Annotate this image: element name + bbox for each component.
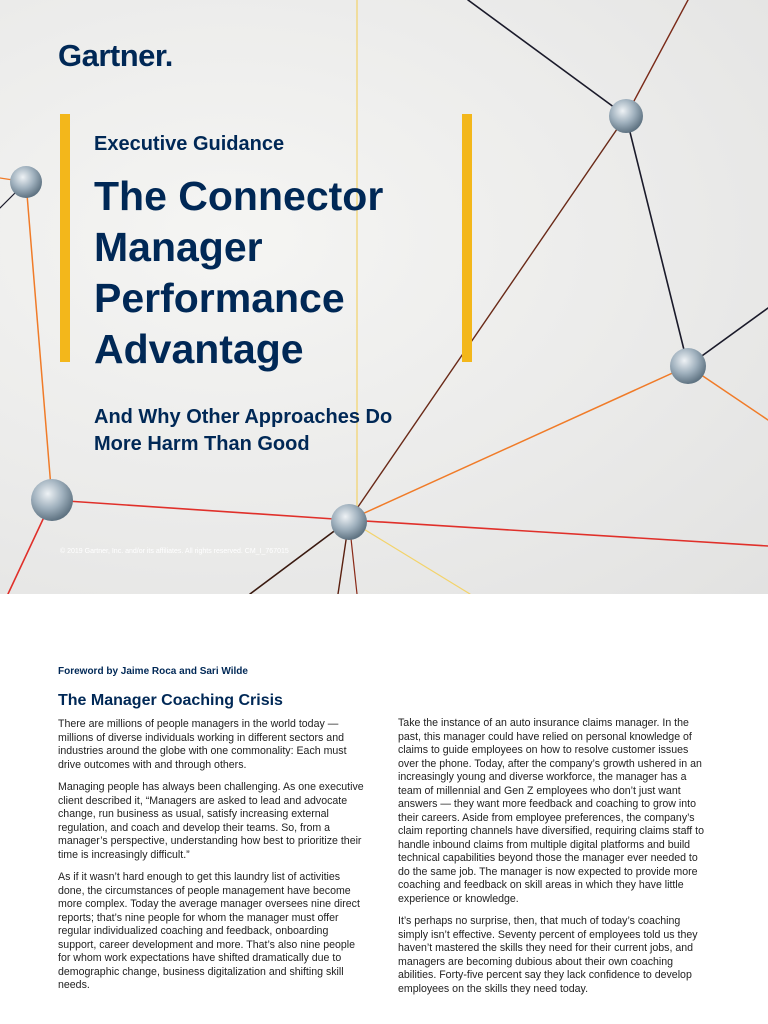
logo-mark: .	[164, 38, 173, 73]
body-paragraph: There are millions of people managers in the world today — millions of diverse individuals working in different sectors and industries around the globe with one commonality: Each must drive outcomes with and through others.	[58, 718, 347, 771]
accent-bar-right	[462, 114, 472, 362]
accent-bar-left	[60, 114, 70, 362]
body-paragraph: It’s perhaps no surprise, then, that much of today’s coaching simply isn’t effective. Seventy percent of employees told us they haven’t mastered the skills they need for their current jobs, and managers are becoming dubious about their own coaching abilities. Forty-five percent say they lack confidence to develop employees on the skills they need today.	[398, 915, 698, 995]
cover-eyebrow: Executive Guidance	[94, 133, 285, 155]
cover-subtitle: And Why Other Approaches Do More Harm Than Good	[94, 406, 393, 455]
body-paragraph: Take the instance of an auto insurance claims manager. In the past, this manager could have relied on personal knowledge of claims to guide employees on how to resolve customer issues over the phone. Today, after the company’s growth ushered in an increasingly young and diverse workforce, the manager has a team of millennial and Gen Z employees who don’t just want answers — they want more feedback and coaching to grow into their careers. Aside from employee preferences, the company’s claim reporting channels have diversified, requiring claims staff to handle inbound claims from multiple digital platforms and build technical capabilities beyond those the manager ever needed to do the same job. The manager is now expected to provide more coaching and feedback on skill areas in which they have little experience or knowledge.	[398, 717, 704, 905]
string-red	[52, 500, 349, 520]
body-paragraph: Managing people has always been challenging. As one executive client described it, “Managers are asked to lead and advocate change, run business as usual, satisfy increasing external regulation, and coach and develop their teams. So, from a manager’s perspective, understanding how best to prioritize their time is increasingly difficult.”	[58, 781, 364, 861]
pin-head	[670, 348, 706, 384]
string-red	[349, 520, 768, 546]
pin-head	[10, 166, 42, 198]
string-orange	[26, 182, 52, 500]
pin-head	[31, 479, 73, 521]
cover-title: The Connector Manager Performance Advantage	[94, 173, 384, 372]
string-dark	[626, 116, 688, 366]
article-column-right	[398, 717, 710, 1005]
pin-head	[331, 504, 367, 540]
gartner-logo	[58, 38, 173, 74]
logo-text: Gartner	[58, 38, 165, 73]
section-heading: The Manager Coaching Crisis	[58, 692, 283, 709]
foreword-byline: Foreword by Jaime Roca and Sari Wilde	[58, 666, 248, 677]
body-paragraph: As if it wasn’t hard enough to get this laundry list of activities done, the circumstances of people management have become more complex. Today the average manager oversees nine direct reports; that’s nine people for whom the manager must offer regular individualized coaching and feedback, onboarding support, career development and more. That’s also nine people for whom work expectations have shifted dramatically due to demographic change, business digitalization and shifting skill needs.	[58, 871, 360, 991]
copyright-notice: © 2019 Gartner, Inc. and/or its affiliates. All rights reserved. CM_I_767015	[60, 548, 289, 555]
article-column-left	[58, 718, 364, 1002]
string-dark	[468, 0, 626, 116]
pin-head	[609, 99, 643, 133]
string-yellow	[349, 520, 470, 594]
string-dark	[626, 0, 688, 116]
